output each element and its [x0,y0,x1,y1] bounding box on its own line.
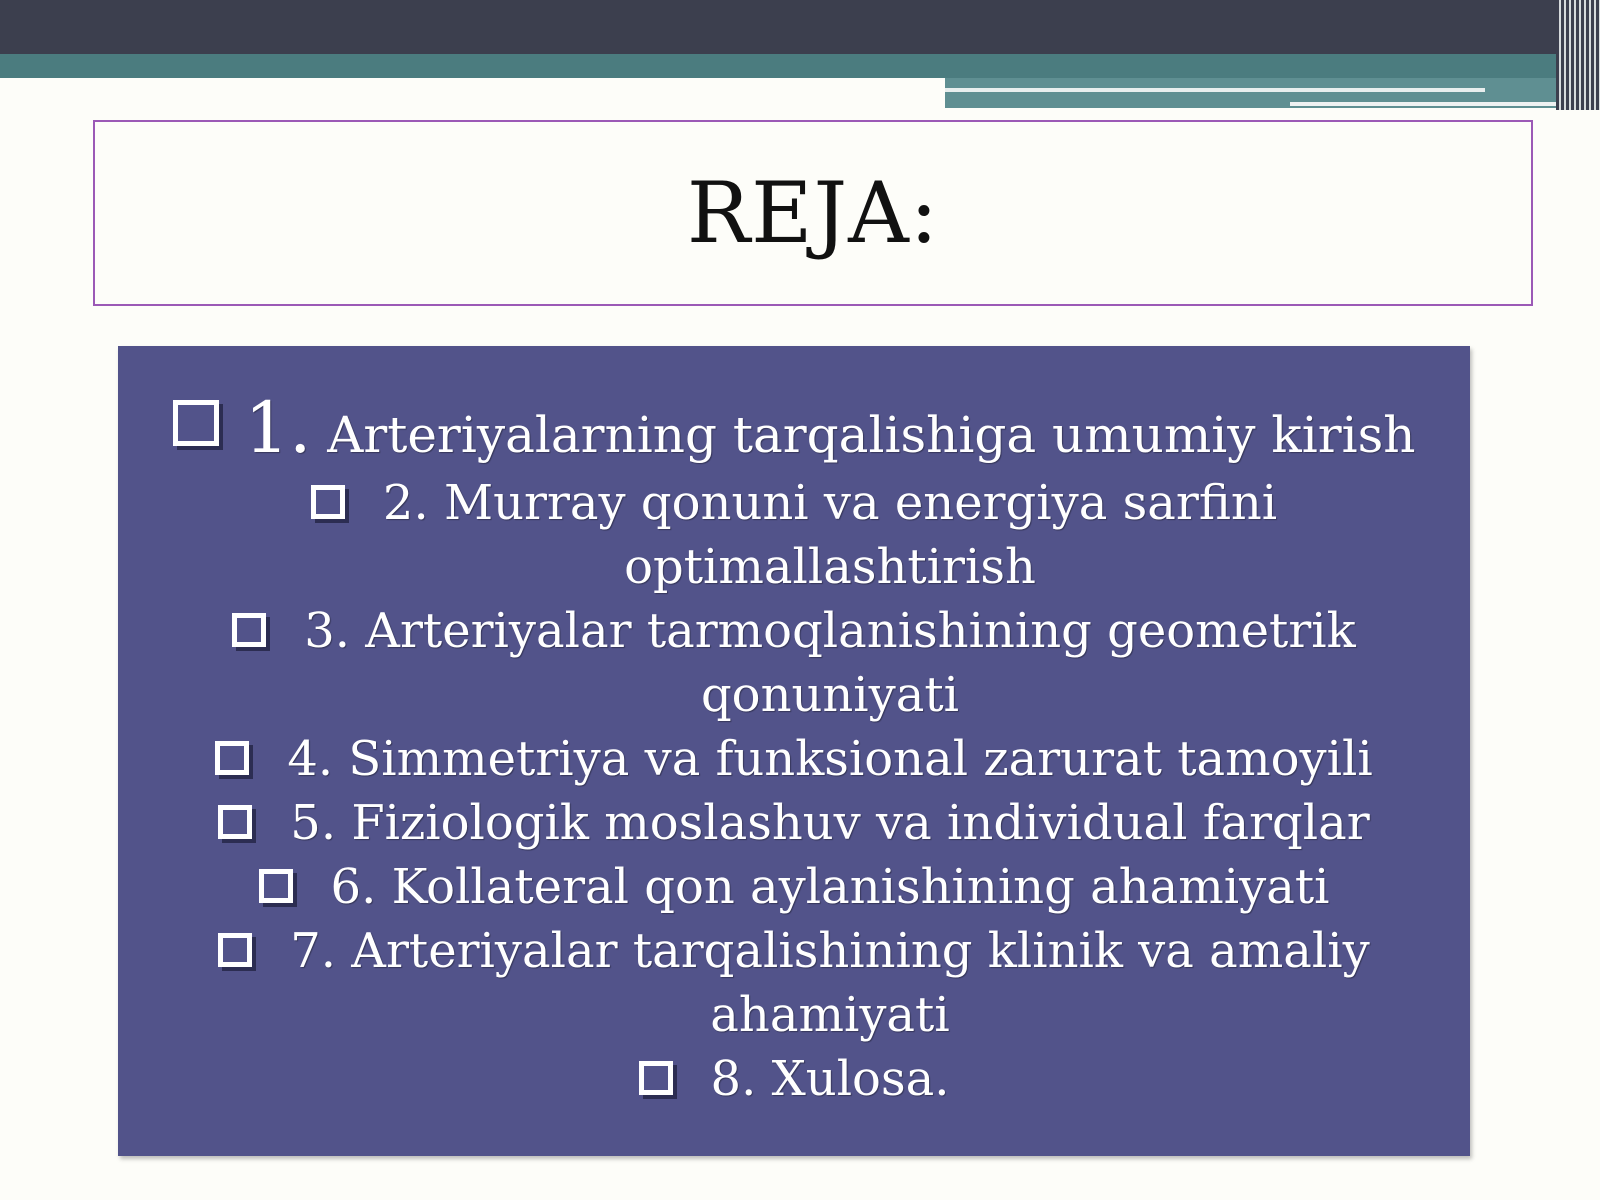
checkbox-icon [639,1061,673,1095]
checkbox-icon [311,485,345,519]
title-box [93,120,1533,306]
list-item [118,1047,1470,1111]
list-item [118,471,1470,599]
header-stripes-decoration [1556,0,1600,110]
header-divider-line [1290,102,1570,106]
list-item-text: Arteriyalarning tarqalishiga umumiy kirish [327,406,1416,464]
list-item-number: 1. [244,387,312,469]
checkbox-icon [232,613,266,647]
header-bar-dark [0,0,1600,54]
checkbox-icon [218,805,252,839]
header-bar-teal [0,54,1560,78]
list-item-text-continued: qonuniyati [700,667,960,723]
list-item-text: 5. Fiziologik moslashuv va individual farqlar [290,795,1370,851]
list-item-text-continued: ahamiyati [710,987,950,1043]
checkbox-icon [259,869,293,903]
checkbox-icon [215,741,249,775]
slide-title: REJA: [686,164,940,262]
list-item [118,387,1470,469]
list-item-text: 6. Kollateral qon aylanishining ahamiyati [330,859,1330,915]
list-item-text: 4. Simmetriya va funksional zarurat tamoyili [287,731,1373,787]
list-item [118,855,1470,919]
list-item-text: 8. Xulosa. [710,1051,950,1107]
header-divider-line [945,88,1485,92]
content-box [118,346,1470,1156]
list-item [118,919,1470,1047]
checkbox-icon [173,400,219,446]
list-item [118,599,1470,727]
list-item-text-continued: optimallashtirish [624,539,1036,595]
list-item [118,727,1470,791]
list-item-text: 2. Murray qonuni va energiya sarfini [382,475,1278,531]
checkbox-icon [218,933,252,967]
list-item-text: 3. Arteriyalar tarmoqlanishining geometrik [304,603,1356,659]
list-item [118,791,1470,855]
list-item-text: 7. Arteriyalar tarqalishining klinik va amaliy [290,923,1370,979]
